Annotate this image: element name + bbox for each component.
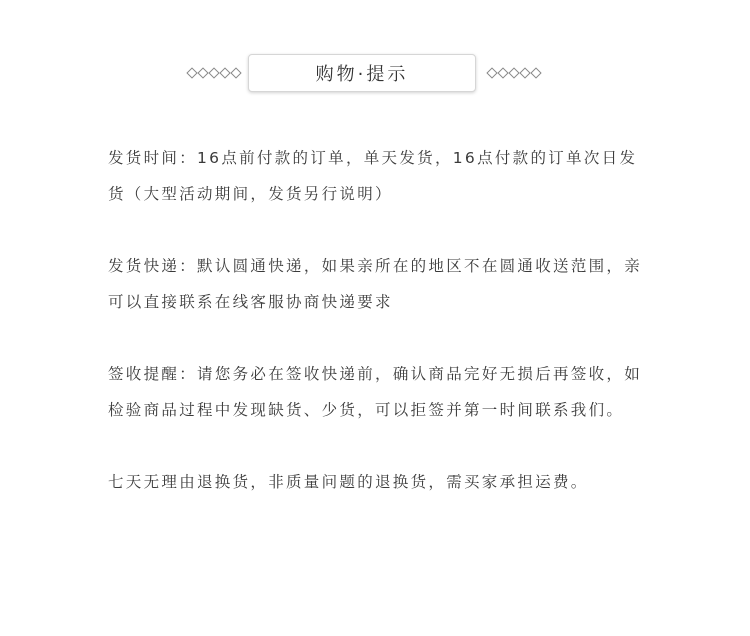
signing-reminder-paragraph: [108, 356, 648, 428]
signing-reminder-text: 请您务必在签收快递前，确认商品完好无损后再签收，如检验商品过程中发现缺货、少货，可以拒签并第一时间联系我们。: [108, 365, 643, 419]
notice-content: [108, 140, 648, 536]
diamond-icon: [508, 67, 519, 78]
shipping-time-text: 16点前付款的订单，单天发货，16点付款的订单次日发货（大型活动期间，发货另行说明）: [108, 149, 638, 203]
page-title: 购物·提示: [315, 64, 409, 85]
left-diamond-decoration: [187, 65, 241, 81]
courier-text: 默认圆通快递，如果亲所在的地区不在圆通收送范围，亲可以直接联系在线客服协商快递要求: [108, 257, 643, 311]
diamond-icon: [486, 67, 497, 78]
courier-label: 发货快递：: [108, 257, 198, 275]
diamond-icon: [197, 67, 208, 78]
right-diamond-decoration: [487, 65, 541, 81]
shipping-time-label: 发货时间：: [108, 149, 198, 167]
signing-reminder-label: 签收提醒：: [108, 365, 198, 383]
shipping-time-paragraph: [108, 140, 648, 212]
diamond-icon: [186, 67, 197, 78]
return-policy-paragraph: [108, 464, 648, 500]
diamond-icon: [497, 67, 508, 78]
diamond-icon: [208, 67, 219, 78]
return-policy-text: 七天无理由退换货，非质量问题的退换货，需买家承担运费。: [108, 473, 589, 491]
diamond-icon: [519, 67, 530, 78]
diamond-icon: [219, 67, 230, 78]
title-row: [0, 54, 750, 94]
diamond-icon: [530, 67, 541, 78]
courier-paragraph: [108, 248, 648, 320]
title-box: [248, 54, 476, 92]
diamond-icon: [230, 67, 241, 78]
